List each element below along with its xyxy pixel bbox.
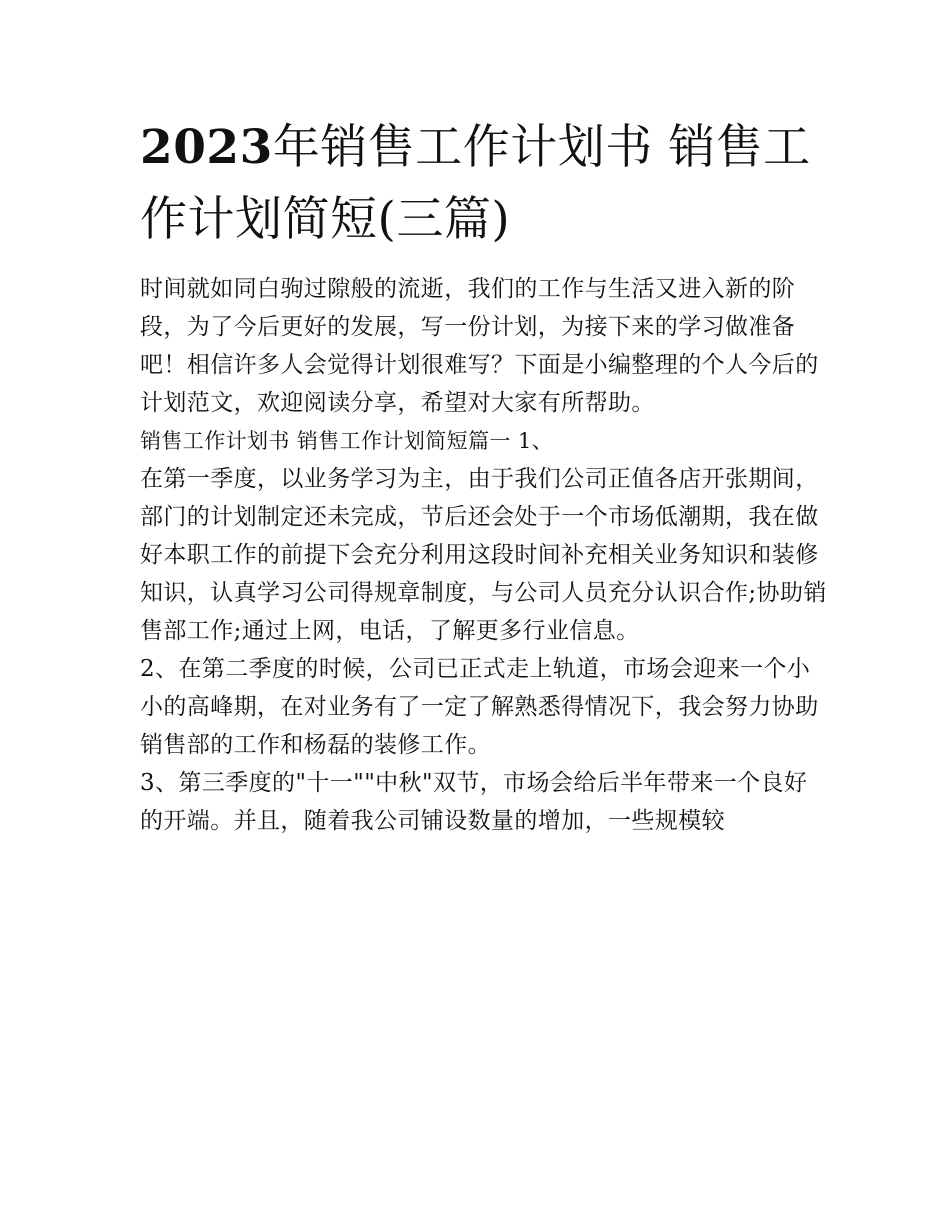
paragraph-q2: 2、在第二季度的时候，公司已正式走上轨道，市场会迎来一个小小的高峰期，在对业务有了一定了解熟悉得情况下，我会努力协助销售部的工作和杨磊的装修工作。: [140, 656, 819, 758]
paragraph-q1: 在第一季度，以业务学习为主，由于我们公司正值各店开张期间，部门的计划制定还未完成，节后还会处于一个市场低潮期，我在做好本职工作的前提下会充分利用这段时间补充相关业务知识和装修知识，认真学习公司得规章制度，与公司人员充分认识合作;协助销售部工作;通过上网，电话，了解更多行业信息。: [140, 466, 827, 644]
title-year: 2023: [140, 120, 273, 175]
document-title: [140, 112, 830, 256]
document-page: [140, 112, 830, 840]
document-body: [140, 270, 830, 840]
section-heading: 销售工作计划书 销售工作计划简短篇一 1、: [140, 429, 554, 453]
paragraph-q3: 3、第三季度的"十一""中秋"双节，市场会给后半年带来一个良好的开端。并且，随着我公司铺设数量的增加，一些规模较: [140, 770, 808, 834]
title-text: 年销售工作计划书 销售工作计划简短(三篇): [140, 120, 811, 247]
intro-paragraph: 时间就如同白驹过隙般的流逝，我们的工作与生活又进入新的阶段，为了今后更好的发展，写一份计划，为接下来的学习做准备吧！相信许多人会觉得计划很难写？下面是小编整理的个人今后的计划范文，欢迎阅读分享，希望对大家有所帮助。: [140, 276, 819, 416]
